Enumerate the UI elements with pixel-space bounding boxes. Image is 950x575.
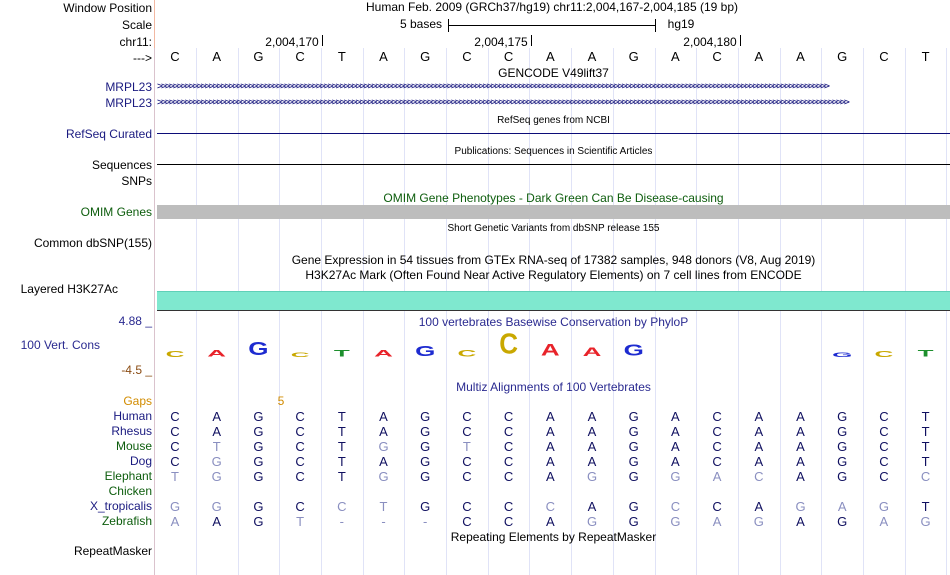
reference-base: A xyxy=(671,49,680,64)
logo-letter: A xyxy=(374,348,393,359)
omim-gene-bar[interactable] xyxy=(157,205,950,219)
aligned-base: G xyxy=(837,514,848,529)
gaps-value: 5 xyxy=(277,394,285,408)
aligned-base: A xyxy=(587,409,597,424)
aligned-base: G xyxy=(211,454,222,469)
refseq-track-title: RefSeq genes from NCBI xyxy=(497,115,610,126)
aligned-base: A xyxy=(671,454,680,469)
aligned-base: A xyxy=(379,454,388,469)
aligned-base: T xyxy=(337,454,346,469)
aligned-base: C xyxy=(712,439,722,454)
aligned-base: C xyxy=(670,499,681,514)
aligned-base: G xyxy=(837,469,848,484)
chrom-label: chr11: xyxy=(119,35,152,49)
aligned-base: C xyxy=(503,424,514,439)
aligned-base: C xyxy=(295,409,305,424)
aligned-base: C xyxy=(462,409,472,424)
strand-label: ---> xyxy=(133,51,152,65)
coord-2004175: 2,004,175 xyxy=(474,35,528,49)
aligned-base: C xyxy=(462,469,472,484)
logo-letter: G xyxy=(248,338,269,360)
aligned-base: C xyxy=(712,424,722,439)
aligned-base: A xyxy=(796,514,805,529)
coord-2004180: 2,004,180 xyxy=(683,35,737,49)
aligned-base: A xyxy=(671,439,680,454)
aligned-base: C xyxy=(503,514,514,529)
aligned-base: G xyxy=(837,439,848,454)
aligned-base: T xyxy=(379,499,388,514)
aligned-base: A xyxy=(796,424,805,439)
aligned-base: T xyxy=(921,454,930,469)
logo-letter: C xyxy=(457,348,477,359)
aligned-base: C xyxy=(462,514,472,529)
aligned-base: C xyxy=(295,499,305,514)
aligned-base: G xyxy=(378,469,389,484)
aligned-base: T xyxy=(337,424,346,439)
aligned-base: C xyxy=(337,499,347,514)
gridline xyxy=(154,48,155,575)
aligned-base: T xyxy=(462,439,471,454)
aligned-base: G xyxy=(420,454,431,469)
aligned-base: G xyxy=(211,469,222,484)
aligned-base: G xyxy=(878,499,889,514)
multiz-track-title: Multiz Alignments of 100 Vertebrates xyxy=(456,380,651,394)
aligned-base: T xyxy=(337,409,346,424)
aligned-base: G xyxy=(837,424,848,439)
reference-base: T xyxy=(921,49,930,64)
reference-base: G xyxy=(420,49,431,64)
aligned-base: G xyxy=(628,514,639,529)
aligned-base: A xyxy=(545,439,555,454)
aligned-base: T xyxy=(212,439,221,454)
aligned-base: T xyxy=(337,439,346,454)
aligned-base: A xyxy=(754,454,764,469)
aligned-base: G xyxy=(837,409,848,424)
aligned-base: G xyxy=(253,499,264,514)
species-label: Rhesus xyxy=(111,424,152,438)
aligned-base: C xyxy=(503,469,514,484)
species-label: Elephant xyxy=(104,469,152,483)
reference-base: C xyxy=(879,49,889,64)
species-label: Human xyxy=(113,409,152,423)
aligned-base: G xyxy=(253,439,264,454)
gene-label-mrpl23-1[interactable]: MRPL23 xyxy=(105,80,152,94)
cons-track-label[interactable]: 100 Vert. Cons xyxy=(20,338,100,352)
short-variants-track-title: Short Genetic Variants from dbSNP release 155 xyxy=(447,223,660,234)
logo-letter: C xyxy=(499,327,518,361)
reference-base: A xyxy=(796,49,805,64)
aligned-base: G xyxy=(420,469,431,484)
aligned-base: T xyxy=(296,514,305,529)
aligned-base: G xyxy=(586,469,598,484)
species-label: Dog xyxy=(129,454,152,468)
reference-base: A xyxy=(212,49,222,64)
species-label: Mouse xyxy=(115,439,152,453)
aligned-base: G xyxy=(628,454,639,469)
aligned-base: G xyxy=(169,499,181,514)
aligned-base: C xyxy=(545,499,555,514)
logo-letter: G xyxy=(415,342,436,360)
omim-track-label[interactable]: OMIM Genes xyxy=(80,205,152,219)
gene-mrpl23-1[interactable]: >>>>>>>>>>>>>>>>>>>>>>>>>>>>>>>>>>>>>>>>>>>>>>>>>>>>>>>>>>>>>>>>>>>>>>>>>>>>>>>>>>>>>>>>>>>>>>>>>>>>>>>>>>>>>>>>>>>>>>>>>>>>>>>>>>>>>>>>>>>>>>>>>>>>>>>>>>>>>>>>>>>>>>>>> xyxy=(157,82,829,92)
aligned-base: A xyxy=(712,514,722,529)
logo-letter: A xyxy=(540,339,560,360)
aligned-base: A xyxy=(379,409,388,424)
reference-base: C xyxy=(295,49,305,64)
aligned-base: A xyxy=(545,454,555,469)
reference-base: C xyxy=(712,49,722,64)
aligned-base: A xyxy=(170,514,180,529)
aligned-base: G xyxy=(670,514,681,529)
h3k27ac-track-title: H3K27Ac Mark (Often Found Near Active Regulatory Elements) on 7 cell lines from ENCODE xyxy=(305,268,802,282)
aligned-base: C xyxy=(170,409,180,424)
aligned-base: A xyxy=(879,514,889,529)
refseq-track-label[interactable]: RefSeq Curated xyxy=(65,127,152,141)
reference-base: C xyxy=(503,49,514,64)
gencode-track-title: GENCODE V49lift37 xyxy=(498,66,609,80)
aligned-base: A xyxy=(754,499,764,514)
aligned-base: G xyxy=(378,439,389,454)
refseq-gene[interactable] xyxy=(157,133,950,134)
aligned-base: A xyxy=(837,499,847,514)
aligned-base: - xyxy=(423,514,428,529)
phylop-track-title: 100 vertebrates Basewise Conservation by PhyloP xyxy=(418,315,689,329)
aligned-base: C xyxy=(295,469,305,484)
aligned-base: A xyxy=(796,469,805,484)
aligned-base: G xyxy=(628,424,639,439)
aligned-base: C xyxy=(462,454,472,469)
aligned-base: G xyxy=(628,499,639,514)
aligned-base: G xyxy=(920,514,931,529)
aligned-base: A xyxy=(587,424,597,439)
scale-text: 5 bases xyxy=(399,17,443,31)
sequences-line[interactable] xyxy=(157,164,950,165)
sequences-track-label[interactable]: Sequences xyxy=(91,158,152,172)
aligned-base: C xyxy=(462,499,472,514)
aligned-base: T xyxy=(921,439,930,454)
aligned-base: G xyxy=(420,499,431,514)
species-label: Chicken xyxy=(108,484,152,498)
aligned-base: C xyxy=(170,439,180,454)
logo-letter: A xyxy=(582,345,602,359)
logo-letter: G xyxy=(832,351,853,359)
reference-base: A xyxy=(545,49,555,64)
reference-base: A xyxy=(587,49,597,64)
omim-track-title: OMIM Gene Phenotypes - Dark Green Can Be Disease-causing xyxy=(383,191,724,205)
reference-base: G xyxy=(253,49,264,64)
aligned-base: A xyxy=(671,424,680,439)
h3k27ac-track-label[interactable]: Layered H3K27Ac xyxy=(20,282,118,296)
aligned-base: G xyxy=(420,439,431,454)
aligned-base: A xyxy=(545,424,555,439)
aligned-base: A xyxy=(671,409,680,424)
aligned-base: G xyxy=(628,439,639,454)
aligned-base: - xyxy=(339,514,344,529)
aligned-base: G xyxy=(253,514,264,529)
coord-2004170: 2,004,170 xyxy=(265,35,319,49)
aligned-base: A xyxy=(545,469,555,484)
aligned-base: C xyxy=(503,409,514,424)
reference-base: C xyxy=(170,49,180,64)
aligned-base: C xyxy=(920,469,931,484)
aligned-base: C xyxy=(879,409,889,424)
aligned-base: C xyxy=(712,454,722,469)
aligned-base: G xyxy=(753,514,764,529)
coord-tick xyxy=(531,35,532,46)
reference-base: G xyxy=(837,49,848,64)
logo-letter: C xyxy=(874,349,894,359)
logo-letter: C xyxy=(290,351,310,359)
aligned-base: G xyxy=(628,469,639,484)
common-dbsnp-track-label[interactable]: Common dbSNP(155) xyxy=(33,236,152,250)
aligned-base: C xyxy=(879,469,889,484)
aligned-base: G xyxy=(253,454,264,469)
aligned-base: G xyxy=(586,514,598,529)
coord-tick xyxy=(740,35,741,46)
aligned-base: T xyxy=(337,469,346,484)
logo-letter: A xyxy=(207,348,227,359)
species-label: X_tropicalis xyxy=(89,499,152,513)
logo-letter: C xyxy=(165,349,185,359)
aligned-base: - xyxy=(381,514,386,529)
aligned-base: A xyxy=(545,514,555,529)
aligned-base: G xyxy=(253,424,264,439)
aligned-base: C xyxy=(462,424,472,439)
reference-base: G xyxy=(628,49,639,64)
aligned-base: A xyxy=(796,454,805,469)
aligned-base: C xyxy=(295,454,305,469)
aligned-base: T xyxy=(171,469,179,484)
species-label: Zebrafish xyxy=(101,514,152,528)
publications-track-title: Publications: Sequences in Scientific Articles xyxy=(454,146,653,157)
aligned-base: T xyxy=(921,424,930,439)
aligned-base: G xyxy=(253,409,264,424)
gene-label-mrpl23-2[interactable]: MRPL23 xyxy=(105,96,152,110)
logo-letter: G xyxy=(623,341,644,360)
gtex-track-title: Gene Expression in 54 tissues from GTEx RNA-seq of 17382 samples, 948 donors (V8, Aug 2019) xyxy=(291,253,816,267)
aligned-base: T xyxy=(921,499,930,514)
aligned-base: G xyxy=(795,499,806,514)
cons-min-label: -4.5 _ xyxy=(121,363,152,377)
aligned-base: A xyxy=(379,424,388,439)
repeatmasker-track-label[interactable]: RepeatMasker xyxy=(73,544,152,558)
logo-letter: T xyxy=(333,348,350,359)
aligned-base: G xyxy=(420,424,431,439)
h3k27ac-signal-bar[interactable] xyxy=(157,291,950,311)
reference-base: A xyxy=(754,49,764,64)
aligned-base: G xyxy=(670,469,681,484)
aligned-base: G xyxy=(837,454,848,469)
aligned-base: C xyxy=(503,439,514,454)
snps-track-label[interactable]: SNPs xyxy=(121,174,152,188)
aligned-base: C xyxy=(712,409,722,424)
aligned-base: A xyxy=(754,439,764,454)
reference-base: C xyxy=(462,49,472,64)
gaps-label: Gaps xyxy=(123,394,152,408)
cons-max-label: 4.88 _ xyxy=(118,314,152,328)
aligned-base: A xyxy=(754,424,764,439)
aligned-base: C xyxy=(879,454,889,469)
aligned-base: C xyxy=(879,424,889,439)
aligned-base: C xyxy=(503,454,514,469)
aligned-base: C xyxy=(170,424,180,439)
aligned-base: A xyxy=(212,424,222,439)
coord-tick xyxy=(322,35,323,46)
aligned-base: T xyxy=(921,409,930,424)
aligned-base: A xyxy=(712,469,722,484)
aligned-base: C xyxy=(712,499,722,514)
aligned-base: C xyxy=(170,454,180,469)
reference-base: A xyxy=(379,49,388,64)
aligned-base: A xyxy=(212,409,222,424)
aligned-base: A xyxy=(796,439,805,454)
window-position-label: Window Position xyxy=(63,1,152,15)
position-header: Human Feb. 2009 (GRCh37/hg19) chr11:2,004,167-2,004,185 (19 bp) xyxy=(365,0,739,14)
aligned-base: A xyxy=(587,454,597,469)
aligned-base: A xyxy=(587,439,597,454)
aligned-base: G xyxy=(628,409,639,424)
scale-label: Scale xyxy=(121,18,152,32)
aligned-base: C xyxy=(295,439,305,454)
aligned-base: G xyxy=(253,469,264,484)
aligned-base: G xyxy=(420,409,431,424)
scale-db: hg19 xyxy=(667,17,695,31)
aligned-base: A xyxy=(796,409,805,424)
gene-mrpl23-2[interactable]: >>>>>>>>>>>>>>>>>>>>>>>>>>>>>>>>>>>>>>>>>>>>>>>>>>>>>>>>>>>>>>>>>>>>>>>>>>>>>>>>>>>>>>>>>>>>>>>>>>>>>>>>>>>>>>>>>>>>>>>>>>>>>>>>>>>>>>>>>>>>>>>>>>>>>>>>>>>>>>>>>>>>>>>>>>>>>> xyxy=(157,98,848,108)
aligned-base: C xyxy=(879,439,889,454)
aligned-base: C xyxy=(503,499,514,514)
logo-letter: T xyxy=(917,348,934,359)
aligned-base: C xyxy=(295,424,305,439)
aligned-base: A xyxy=(545,409,555,424)
aligned-base: A xyxy=(754,409,764,424)
repeatmasker-track-title: Repeating Elements by RepeatMasker xyxy=(450,530,657,544)
aligned-base: A xyxy=(212,514,222,529)
reference-base: T xyxy=(337,49,346,64)
aligned-base: G xyxy=(211,499,222,514)
aligned-base: C xyxy=(754,469,764,484)
aligned-base: A xyxy=(587,499,597,514)
